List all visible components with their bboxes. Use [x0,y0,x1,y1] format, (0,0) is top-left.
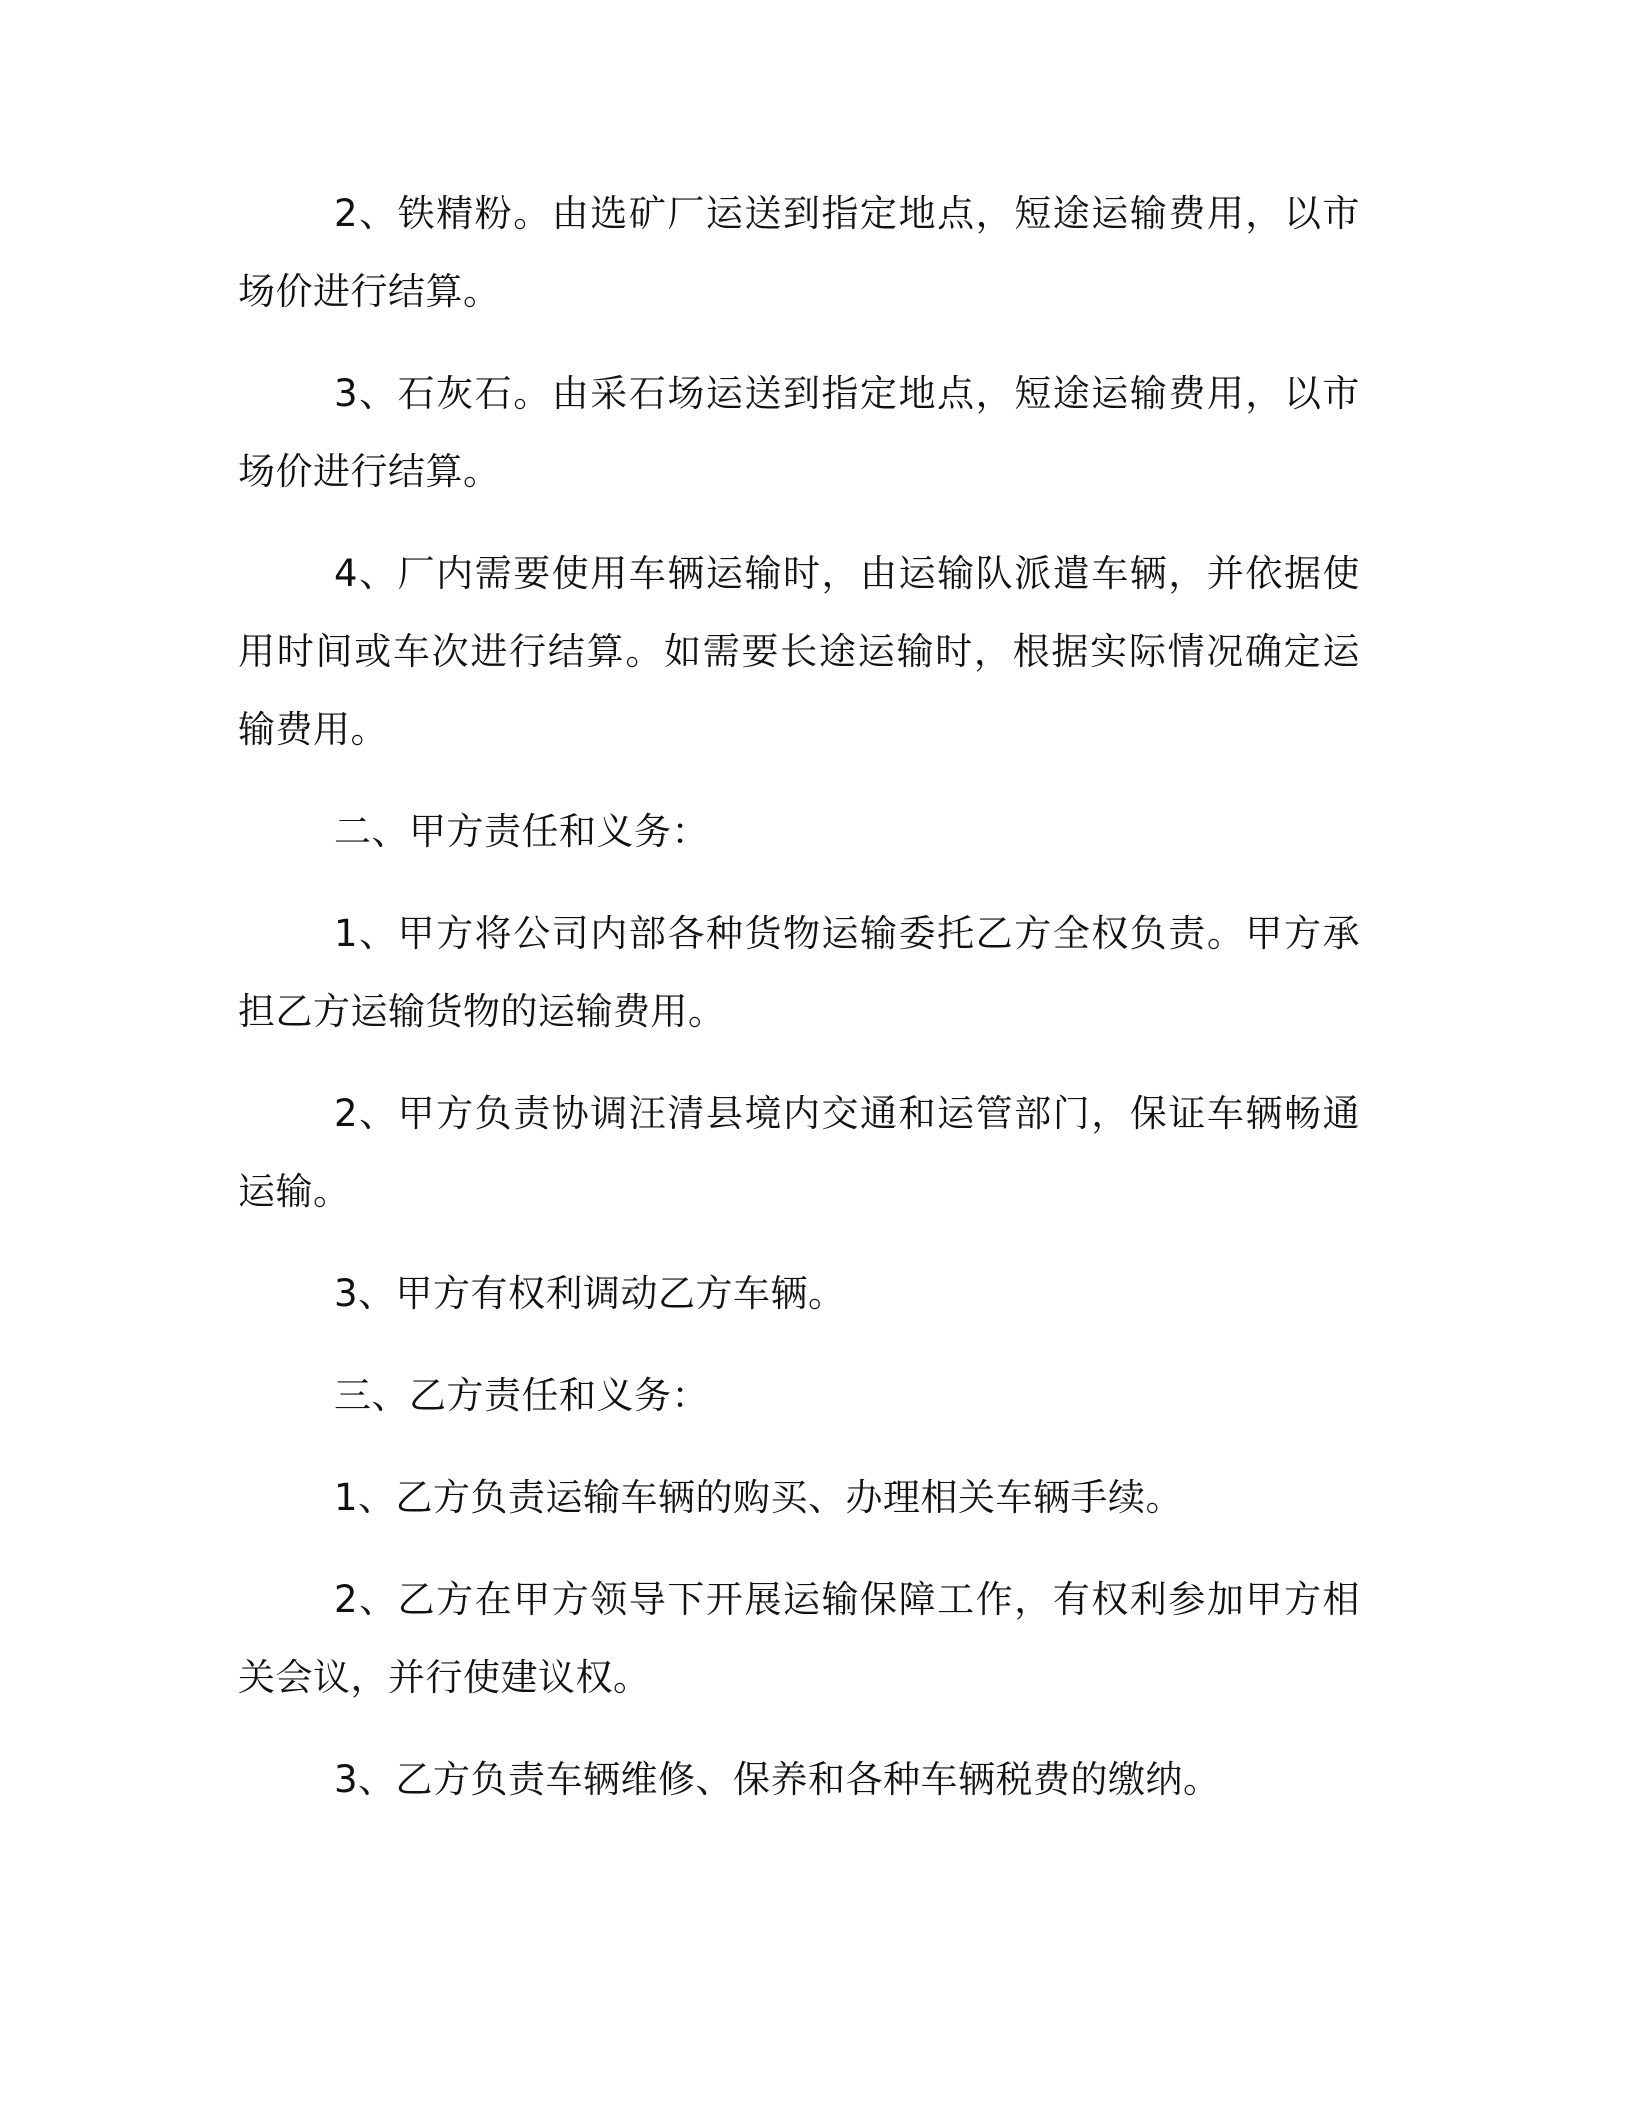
paragraph-party-b-item-3: 3、乙方负责车辆维修、保养和各种车辆税费的缴纳。 [334,1758,1221,1801]
paragraph-party-a-item-1: 1、甲方将公司内部各种货物运输委托乙方全权负责。甲方承担乙方运输货物的运输费用。 [238,912,1360,1033]
paragraph-party-a-item-3: 3、甲方有权利调动乙方车辆。 [334,1272,846,1315]
paragraph-party-a-item-2: 2、甲方负责协调汪清县境内交通和运管部门，保证车辆畅通运输。 [238,1092,1360,1213]
paragraph-party-b-item-1: 1、乙方负责运输车辆的购买、办理相关车辆手续。 [334,1476,1184,1519]
document-page [238,175,1360,1843]
paragraph-in-plant-transport: 4、厂内需要使用车辆运输时，由运输队派遣车辆，并依据使用时间或车次进行结算。如需要长途运输时，根据实际情况确定运输费用。 [238,552,1360,751]
paragraph-party-b-item-2: 2、乙方在甲方领导下开展运输保障工作，有权利参加甲方相关会议，并行使建议权。 [238,1578,1360,1699]
paragraph-limestone: 3、石灰石。由采石场运送到指定地点，短途运输费用，以市场价进行结算。 [238,372,1360,493]
section-heading-party-b: 三、乙方责任和义务： [334,1374,709,1417]
paragraph-iron-concentrate: 2、铁精粉。由选矿厂运送到指定地点，短途运输费用，以市场价进行结算。 [238,192,1360,313]
section-heading-party-a: 二、甲方责任和义务： [334,810,709,853]
